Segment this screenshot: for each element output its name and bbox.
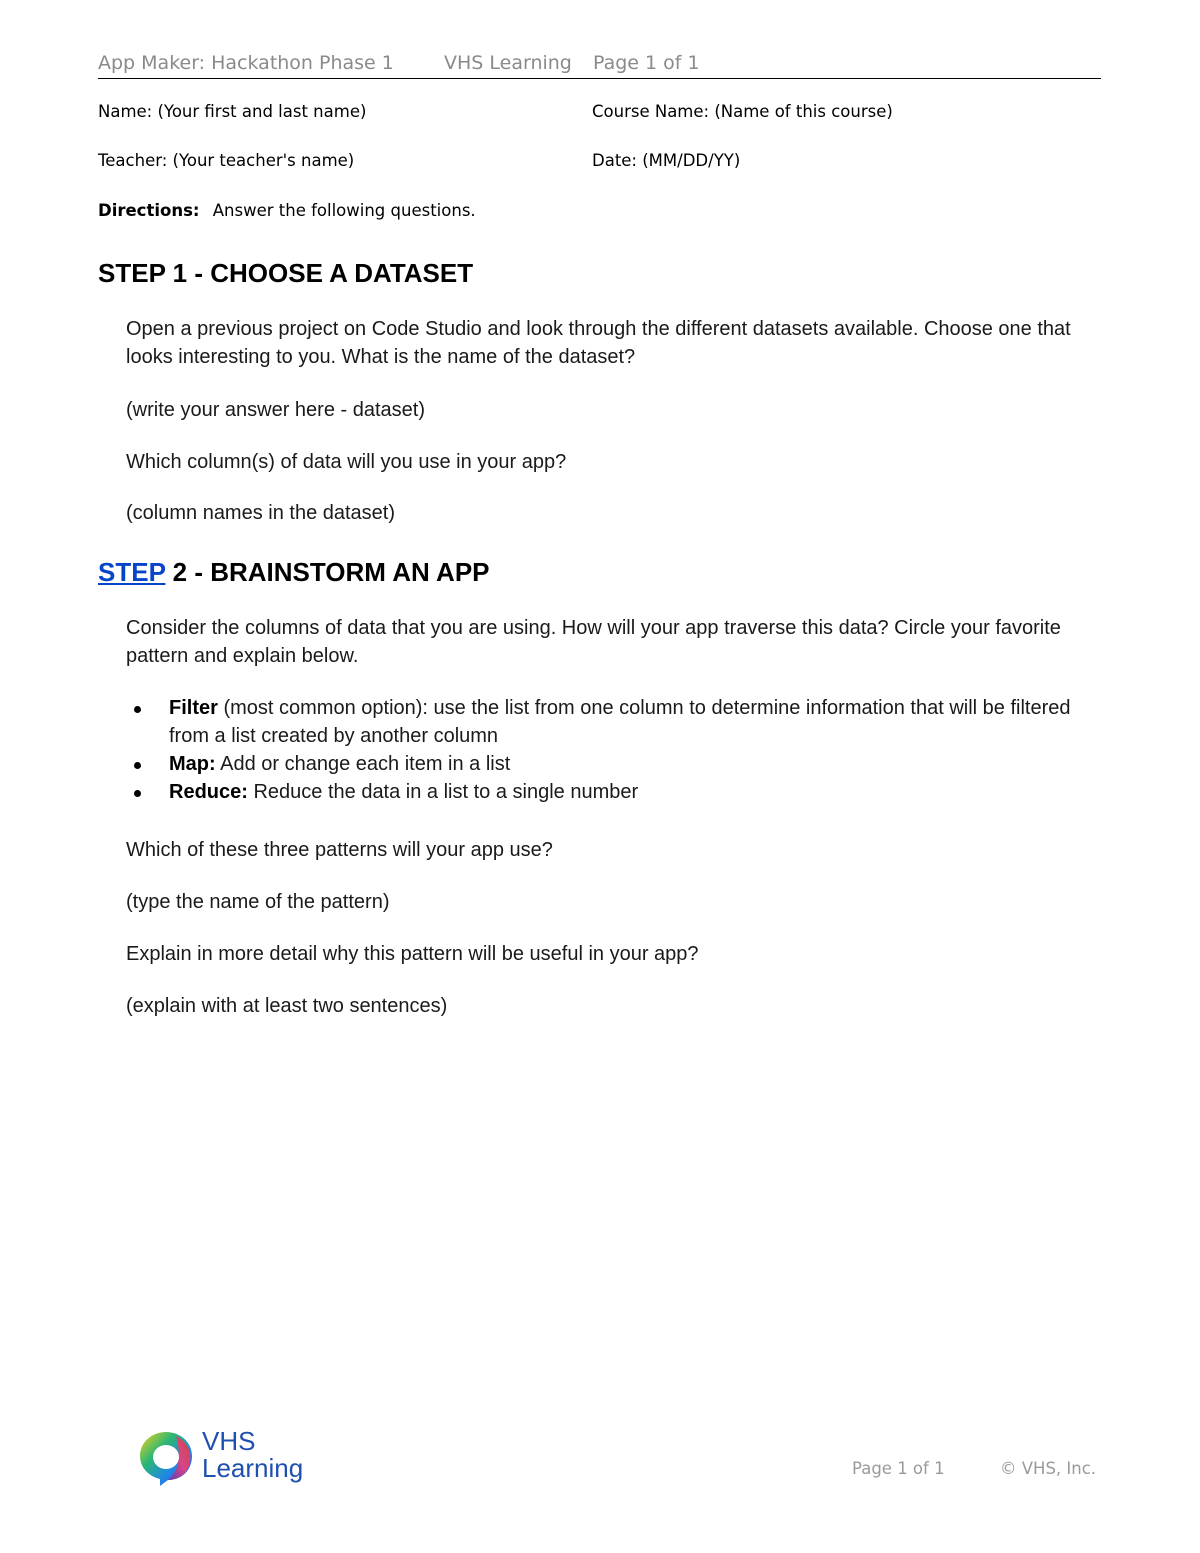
pattern-term: Filter bbox=[169, 697, 218, 719]
step2-answer-explain: (explain with at least two sentences) bbox=[126, 995, 448, 1017]
bullet-icon bbox=[134, 790, 141, 797]
logo-text-learning: Learning bbox=[202, 1453, 304, 1483]
footer-copyright: © VHS, Inc. bbox=[1000, 1459, 1097, 1478]
step2-question-pattern: Which of these three patterns will your app use? bbox=[126, 839, 553, 861]
directions bbox=[98, 201, 476, 220]
name-value: (Your first and last name) bbox=[157, 102, 367, 121]
course-name-label: Course Name: bbox=[592, 102, 710, 121]
header-organization: VHS Learning bbox=[444, 52, 572, 74]
directions-label: Directions: bbox=[98, 201, 200, 220]
date-value: (MM/DD/YY) bbox=[642, 151, 741, 170]
header-page-label: Page 1 of 1 bbox=[593, 52, 700, 74]
page-header bbox=[98, 52, 1101, 79]
name-field bbox=[98, 102, 366, 121]
vhs-learning-logo bbox=[136, 1428, 326, 1488]
pattern-list bbox=[126, 694, 1086, 806]
directions-text: Answer the following questions. bbox=[212, 201, 476, 220]
step2-heading bbox=[98, 557, 490, 588]
step1-answer-columns: (column names in the dataset) bbox=[126, 502, 396, 524]
date-field bbox=[592, 151, 740, 170]
pattern-description: Reduce the data in a list to a single number bbox=[247, 781, 639, 803]
pattern-term: Reduce: bbox=[169, 781, 248, 803]
step1-heading: STEP 1 - CHOOSE A DATASET bbox=[98, 258, 474, 288]
logo-wordmark bbox=[202, 1428, 303, 1482]
teacher-label: Teacher: bbox=[98, 151, 168, 170]
list-item bbox=[126, 778, 1086, 806]
step1-intro: Open a previous project on Code Studio and look through the different datasets available. Choose one that looks interesting to you. What is the name of the dataset? bbox=[126, 318, 1071, 368]
step1-question-columns: Which column(s) of data will you use in your app? bbox=[126, 451, 567, 473]
teacher-value: (Your teacher's name) bbox=[172, 151, 355, 170]
step2-answer-pattern: (type the name of the pattern) bbox=[126, 891, 390, 913]
list-item bbox=[126, 694, 1086, 750]
header-course-title: App Maker: Hackathon Phase 1 bbox=[98, 52, 394, 74]
vhs-logo-icon bbox=[136, 1428, 196, 1488]
step2-intro: Consider the columns of data that you are using. How will your app traverse this data? Circle your favorite pattern and explain below. bbox=[126, 617, 1061, 667]
pattern-description: Add or change each item in a list bbox=[215, 753, 511, 775]
pattern-description: (most common option): use the list from one column to determine information that will be filtered from a list created by another column bbox=[169, 697, 1071, 747]
footer-page-label: Page 1 of 1 bbox=[852, 1459, 945, 1478]
teacher-field bbox=[98, 151, 354, 170]
step2-heading-text: 2 - BRAINSTORM AN APP bbox=[165, 557, 490, 587]
bullet-icon bbox=[134, 706, 141, 713]
date-label: Date: bbox=[592, 151, 637, 170]
list-item bbox=[126, 750, 1086, 778]
step2-heading-link[interactable]: STEP bbox=[98, 557, 166, 587]
step1-answer-dataset: (write your answer here - dataset) bbox=[126, 399, 426, 421]
bullet-icon bbox=[134, 762, 141, 769]
logo-text-vhs: VHS bbox=[202, 1426, 256, 1456]
course-name-field bbox=[592, 102, 893, 121]
course-name-value: (Name of this course) bbox=[714, 102, 893, 121]
name-label: Name: bbox=[98, 102, 153, 121]
pattern-term: Map: bbox=[169, 753, 216, 775]
step2-question-explain: Explain in more detail why this pattern will be useful in your app? bbox=[126, 943, 699, 965]
